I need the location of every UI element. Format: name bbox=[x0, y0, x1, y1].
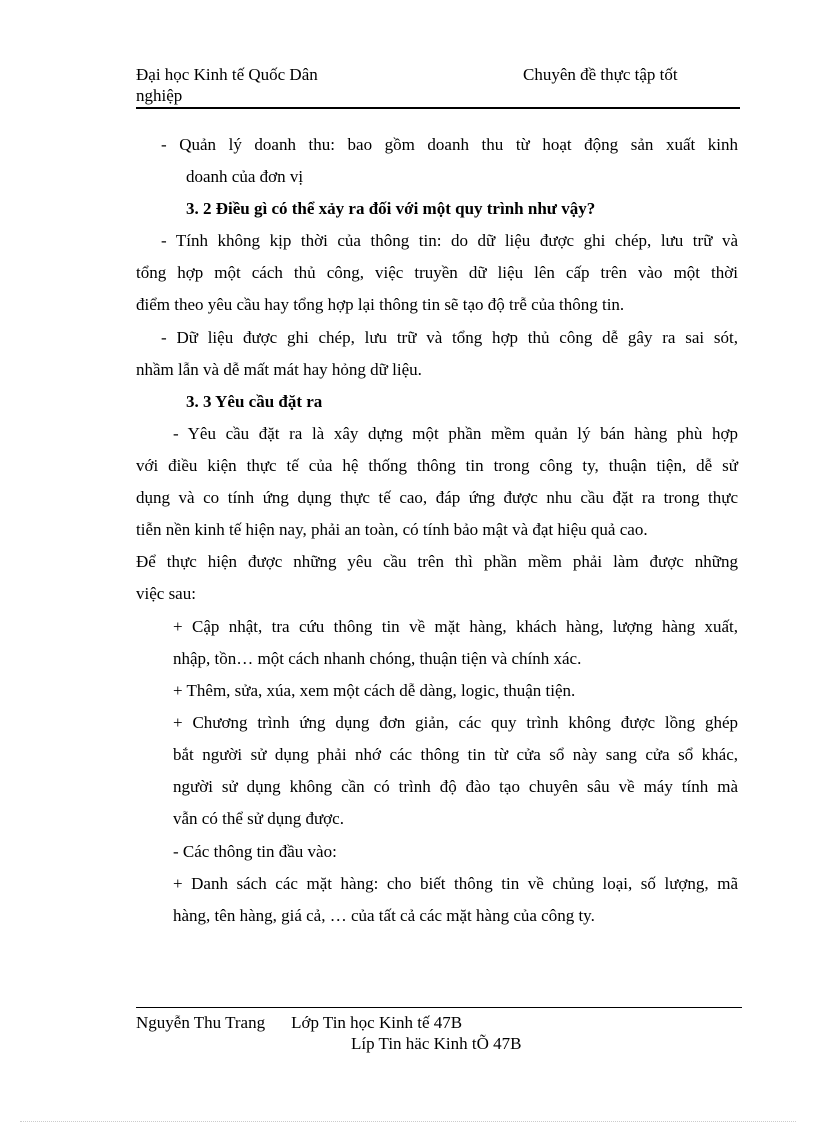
header-divider bbox=[136, 107, 740, 109]
body-line: - Các thông tin đầu vào: bbox=[173, 842, 337, 861]
footer-class-garbled: Líp Tin häc Kinh tÕ 47B bbox=[351, 1034, 522, 1053]
header-report-title: Chuyên đề thực tập tốt bbox=[523, 65, 678, 84]
body-line: nhập, tồn… một cách nhanh chóng, thuận tiện và chính xác. bbox=[173, 649, 582, 668]
body-line: vẫn có thể sử dụng được. bbox=[173, 809, 344, 828]
header-university: Đại học Kinh tế Quốc Dân bbox=[136, 65, 318, 84]
body-line: tiễn nền kinh tế hiện nay, phải an toàn, có tính bảo mật và đạt hiệu quả cao. bbox=[136, 520, 648, 539]
body-line: việc sau: bbox=[136, 584, 196, 603]
section-heading: 3. 3 Yêu cầu đặt ra bbox=[186, 392, 323, 411]
body-line: hàng, tên hàng, giá cả, … của tất cả các mặt hàng của công ty. bbox=[173, 906, 595, 925]
body-line: với điều kiện thực tế của hệ thống thông tin trong công ty, thuận tiện, dễ sử bbox=[136, 456, 738, 475]
footer-divider bbox=[136, 1007, 742, 1008]
footer-line bbox=[136, 1012, 462, 1033]
body-line: - Dữ liệu được ghi chép, lưu trữ và tổng hợp thủ công dễ gây ra sai sót, bbox=[161, 328, 738, 347]
footer-class: Lớp Tin học Kinh tế 47B bbox=[291, 1013, 463, 1032]
body-line: + Chương trình ứng dụng đơn giản, các quy trình không được lồng ghép bbox=[173, 713, 738, 732]
body-line: Để thực hiện được những yêu cầu trên thì phần mềm phải làm được những bbox=[136, 552, 738, 571]
body-line: doanh của đơn vị bbox=[186, 167, 304, 186]
body-line: + Danh sách các mặt hàng: cho biết thông tin về chủng loại, số lượng, mã bbox=[173, 874, 738, 893]
footer-author: Nguyễn Thu Trang bbox=[136, 1013, 266, 1032]
body-line: - Tính không kịp thời của thông tin: do dữ liệu được ghi chép, lưu trữ và bbox=[161, 231, 738, 250]
body-line: bắt người sử dụng phải nhớ các thông tin từ cửa sổ này sang cửa sổ khác, bbox=[173, 745, 738, 764]
body-line: - Yêu cầu đặt ra là xây dựng một phần mềm quản lý bán hàng phù hợp bbox=[173, 424, 738, 443]
body-line: - Quản lý doanh thu: bao gồm doanh thu từ hoạt động sản xuất kinh bbox=[161, 135, 738, 154]
section-heading: 3. 2 Điều gì có thể xảy ra đối với một quy trình như vậy? bbox=[186, 199, 596, 218]
body-line: tổng hợp một cách thủ công, việc truyền dữ liệu lên cấp trên vào một thời bbox=[136, 263, 738, 282]
body-line: dụng và co tính ứng dụng thực tế cao, đáp ứng được nhu cầu đặt ra trong thực bbox=[136, 488, 738, 507]
body-line: điểm theo yêu cầu hay tổng hợp lại thông tin sẽ tạo độ trễ của thông tin. bbox=[136, 295, 625, 314]
body-line: + Cập nhật, tra cứu thông tin về mặt hàng, khách hàng, lượng hàng xuất, bbox=[173, 617, 738, 636]
page-bottom-edge bbox=[20, 1121, 796, 1122]
body-line: nhầm lẫn và dễ mất mát hay hỏng dữ liệu. bbox=[136, 360, 422, 379]
body-line: người sử dụng không cần có trình độ đào tạo chuyên sâu về máy tính mà bbox=[173, 777, 738, 796]
body-line: + Thêm, sửa, xúa, xem một cách dễ dàng, logic, thuận tiện. bbox=[173, 681, 576, 700]
header-report-title-continued: nghiệp bbox=[136, 86, 183, 105]
